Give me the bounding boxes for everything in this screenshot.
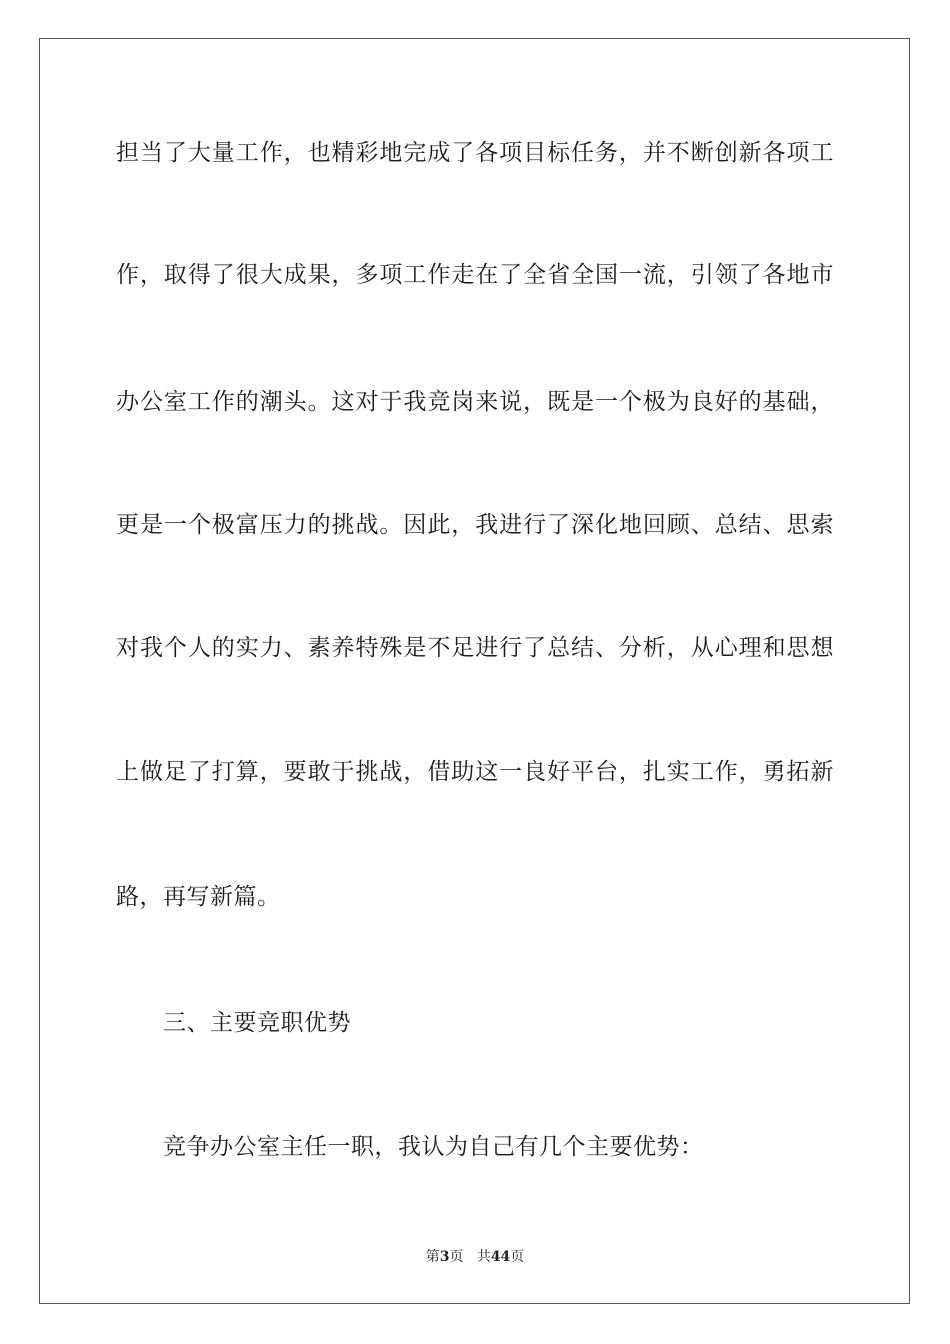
footer-total-pages: 44: [490, 1249, 511, 1265]
footer-page-number: 3: [439, 1249, 450, 1265]
page-frame: [39, 38, 910, 1304]
footer-page-prefix: 第: [425, 1249, 440, 1265]
body-line-4: 更是一个极富压力的挑战。因此，我进行了深化地回顾、总结、思索: [116, 512, 834, 538]
body-line-6: 上做足了打算，要敢于挑战，借助这一良好平台，扎实工作，勇拓新: [116, 759, 834, 785]
footer-total-prefix: 共: [476, 1249, 491, 1265]
body-line-7: 路，再写新篇。: [116, 884, 281, 910]
footer-total-suffix: 页: [510, 1249, 525, 1265]
section-heading: 三、主要竞职优势: [163, 1010, 351, 1036]
body-line-2: 作，取得了很大成果，多项工作走在了全省全国一流，引领了各地市: [116, 262, 834, 288]
body-line-1: 担当了大量工作，也精彩地完成了各项目标任务，并不断创新各项工: [116, 140, 834, 166]
page-footer: [0, 1247, 950, 1267]
section-intro: 竞争办公室主任一职，我认为自己有几个主要优势：: [163, 1134, 704, 1160]
footer-page-suffix: 页: [449, 1249, 464, 1265]
body-line-5: 对我个人的实力、素养特殊是不足进行了总结、分析，从心理和思想: [116, 635, 834, 661]
body-line-3: 办公室工作的潮头。这对于我竞岗来说，既是一个极为良好的基础，: [116, 389, 834, 415]
